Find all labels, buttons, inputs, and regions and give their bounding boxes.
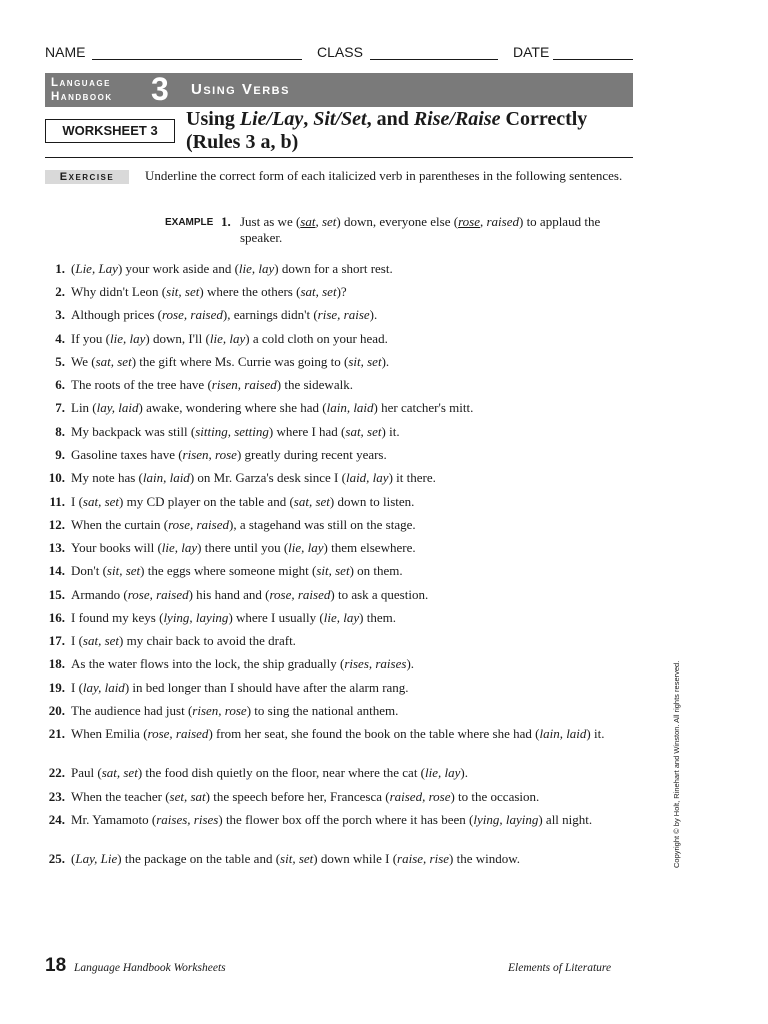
title-line-1: Using Lie/Lay, Sit/Set, and Rise/Raise Correctly xyxy=(186,108,588,130)
example-label: EXAMPLE xyxy=(165,217,214,228)
item-number: 2. xyxy=(55,284,65,299)
item-number: 6. xyxy=(55,377,65,392)
item-number: 3. xyxy=(55,307,65,322)
item-sentence[interactable]: Gasoline taxes have (risen, rose) greatly during recent years. xyxy=(71,447,387,462)
language-handbook-label xyxy=(51,76,113,104)
item-sentence[interactable]: When Emilia (rose, raised) from her seat, she found the book on the table where she had (lain, laid) it. xyxy=(71,726,605,741)
item-number: 7. xyxy=(55,400,65,415)
item-sentence[interactable]: The audience had just (risen, rose) to sing the national anthem. xyxy=(71,703,399,718)
item-sentence[interactable]: When the teacher (set, sat) the speech before her, Francesca (raised, rose) to the occasion. xyxy=(71,789,540,804)
footer-right-text: Elements of Literature xyxy=(508,962,612,974)
item-sentence[interactable]: I found my keys (lying, laying) where I usually (lie, lay) them. xyxy=(71,610,396,625)
name-field-line[interactable] xyxy=(92,45,302,60)
date-field-line[interactable] xyxy=(553,45,633,60)
chapter-banner xyxy=(45,73,633,107)
title-divider xyxy=(45,157,633,158)
item-sentence[interactable]: My note has (lain, laid) on Mr. Garza's desk since I (laid, lay) it there. xyxy=(71,470,436,485)
item-sentence[interactable]: (Lay, Lie) the package on the table and (sit, set) down while I (raise, rise) the window. xyxy=(71,851,521,866)
item-sentence[interactable]: Don't (sit, set) the eggs where someone might (sit, set) on them. xyxy=(71,563,403,578)
item-number: 10. xyxy=(48,470,65,485)
date-label: DATE xyxy=(513,44,550,60)
item-number: 19. xyxy=(48,680,65,695)
item-number: 25. xyxy=(48,851,65,866)
title-line-2: (Rules 3 a, b) xyxy=(186,131,299,153)
item-sentence[interactable]: The roots of the tree have (risen, raised) the sidewalk. xyxy=(71,377,353,392)
item-sentence[interactable]: As the water flows into the lock, the ship gradually (rises, raises). xyxy=(71,656,415,671)
class-label: CLASS xyxy=(317,44,363,60)
exercise-instructions: Underline the correct form of each italicized verb in parentheses in the following sentences. xyxy=(145,168,623,183)
item-number: 16. xyxy=(48,610,65,625)
item-number: 17. xyxy=(48,633,65,648)
handbook-line-2: Handbook xyxy=(51,91,113,103)
item-number: 11. xyxy=(49,494,65,509)
exercise-badge: Exercise xyxy=(45,170,129,184)
item-number: 4. xyxy=(55,331,65,346)
item-number: 13. xyxy=(48,540,65,555)
item-sentence[interactable]: I (sat, set) my chair back to avoid the draft. xyxy=(71,633,296,648)
item-number: 24. xyxy=(48,812,65,827)
item-sentence[interactable]: We (sat, set) the gift where Ms. Currie was going to (sit, set). xyxy=(71,354,390,369)
item-number: 15. xyxy=(48,587,65,602)
worksheet-title xyxy=(186,108,587,154)
item-sentence[interactable]: Paul (sat, set) the food dish quietly on the floor, near where the cat (lie, lay). xyxy=(71,765,468,780)
footer-left-text: Language Handbook Worksheets xyxy=(74,962,226,974)
item-sentence[interactable]: Why didn't Leon (sit, set) where the others (sat, set)? xyxy=(71,284,347,299)
example-number: 1. xyxy=(221,214,231,229)
item-number: 14. xyxy=(48,563,65,578)
class-field-line[interactable] xyxy=(370,45,498,60)
item-sentence[interactable]: If you (lie, lay) down, I'll (lie, lay) a cold cloth on your head. xyxy=(71,331,388,346)
item-number: 23. xyxy=(48,789,65,804)
handbook-line-1: Language xyxy=(51,77,111,89)
item-sentence[interactable]: Lin (lay, laid) awake, wondering where she had (lain, laid) her catcher's mitt. xyxy=(71,400,474,415)
item-sentence[interactable]: Armando (rose, raised) his hand and (rose, raised) to ask a question. xyxy=(71,587,429,602)
item-number: 5. xyxy=(55,354,65,369)
item-sentence[interactable]: (Lie, Lay) your work aside and (lie, lay) down for a short rest. xyxy=(71,261,393,276)
item-number: 8. xyxy=(55,424,65,439)
example-text: Just as we (sat, set) down, everyone else (rose, raised) to applaud the speaker. xyxy=(240,214,601,245)
item-number: 12. xyxy=(48,517,65,532)
chapter-title: Using Verbs xyxy=(191,81,290,98)
item-sentence[interactable]: My backpack was still (sitting, setting) where I had (sat, set) it. xyxy=(71,424,400,439)
item-number: 9. xyxy=(55,447,65,462)
copyright-notice: Copyright © by Holt, Rinehart and Winston. All rights reserved. xyxy=(672,660,681,868)
item-number: 21. xyxy=(48,726,65,741)
item-number: 1. xyxy=(55,261,65,276)
item-number: 22. xyxy=(48,765,65,780)
chapter-number: 3 xyxy=(151,71,169,107)
item-sentence[interactable]: When the curtain (rose, raised), a stagehand was still on the stage. xyxy=(71,517,416,532)
item-sentence[interactable]: Mr. Yamamoto (raises, rises) the flower box off the porch where it has been (lying, laying) all night. xyxy=(71,812,593,827)
item-number: 18. xyxy=(48,656,65,671)
item-number: 20. xyxy=(48,703,65,718)
page-number: 18 xyxy=(45,955,67,976)
item-sentence[interactable]: I (lay, laid) in bed longer than I should have after the alarm rang. xyxy=(71,680,409,695)
name-label: NAME xyxy=(45,44,86,60)
item-sentence[interactable]: Although prices (rose, raised), earnings didn't (rise, raise). xyxy=(71,307,378,322)
item-sentence[interactable]: Your books will (lie, lay) there until you (lie, lay) them elsewhere. xyxy=(71,540,416,555)
item-sentence[interactable]: I (sat, set) my CD player on the table and (sat, set) down to listen. xyxy=(71,494,415,509)
worksheet-label: WORKSHEET 3 xyxy=(45,119,175,143)
